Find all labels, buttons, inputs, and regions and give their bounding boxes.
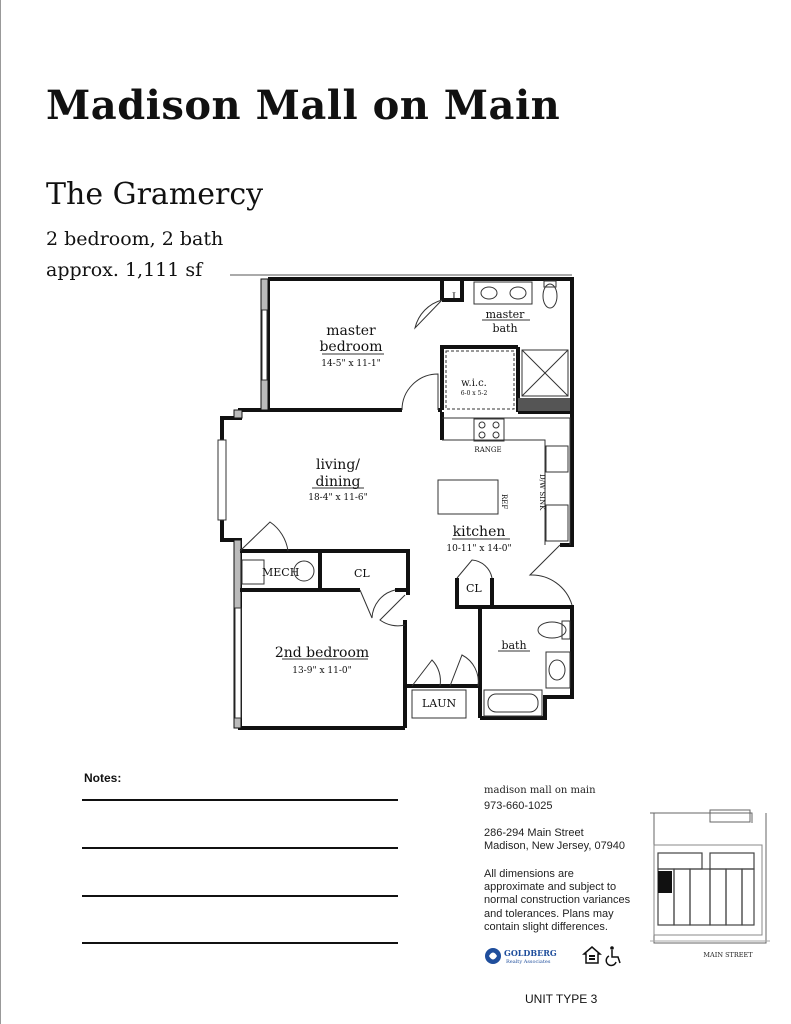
second-bedroom-dimensions: 13-9" x 11-0" [292, 666, 352, 676]
kitchen-closet-label: CL [466, 582, 482, 595]
company-name: madison mall on main [484, 785, 596, 796]
kitchen-dimensions: 10-11" x 14-0" [446, 544, 512, 554]
wic-dimensions: 6-0 x 5-2 [460, 390, 488, 397]
range-label: RANGE [474, 446, 502, 454]
master-bath-label: master [485, 308, 525, 321]
note-line-3 [82, 895, 398, 897]
mech-label: MECH [262, 566, 300, 579]
disclaimer-line-2: approximate and subject to [484, 881, 617, 893]
unit-name: The Gramercy [46, 177, 264, 212]
site-plan-map [640, 805, 780, 965]
wic-label: w.i.c. [461, 378, 487, 389]
notes-label: Notes: [84, 771, 122, 785]
bath-label: bath [501, 639, 527, 652]
address-line-1: 286-294 Main Street [484, 827, 584, 839]
disclaimer-line-4: and tolerances. Plans may [484, 908, 614, 920]
dw-sink-label: D/W SINK [538, 474, 546, 511]
living-dining-dimensions: 18-4" x 11-6" [308, 493, 368, 503]
address-line-2: Madison, New Jersey, 07940 [484, 840, 626, 852]
disclaimer-line-1: All dimensions are [484, 868, 574, 880]
disclaimer-line-3: normal construction variances [484, 894, 631, 906]
square-footage: approx. 1,111 sf [46, 259, 203, 281]
goldberg-logo [484, 944, 564, 968]
note-line-4 [82, 942, 398, 944]
living-dining-label: living/ [315, 457, 361, 473]
master-bedroom-label: master [326, 323, 376, 339]
page-title: Madison Mall on Main [46, 82, 561, 129]
equal-housing-icon [582, 945, 624, 967]
unit-type-label: UNIT TYPE 3 [525, 992, 598, 1006]
logo-text: GOLDBERG [504, 948, 557, 958]
note-line-1 [82, 799, 398, 801]
master-bedroom-dimensions: 14-5" x 11-1" [321, 359, 381, 369]
bed-bath-count: 2 bedroom, 2 bath [46, 228, 224, 250]
ref-label: REF [500, 494, 508, 510]
closet-label: CL [354, 567, 370, 580]
disclaimer-line-5: contain slight differences. [484, 921, 608, 933]
linen-closet-label: L [452, 292, 459, 303]
second-bedroom-label: 2nd bedroom [274, 645, 370, 661]
logo-subtext: Realty Associates [506, 959, 551, 965]
laundry-label: LAUN [422, 697, 457, 710]
kitchen-label: kitchen [452, 524, 506, 540]
master-bedroom-label-2: bedroom [319, 339, 383, 355]
company-phone: 973-660-1025 [484, 800, 553, 812]
master-bath-label-2: bath [492, 322, 518, 335]
note-line-2 [82, 847, 398, 849]
living-dining-label-2: dining [315, 474, 361, 490]
street-label: MAIN STREET [703, 951, 753, 959]
accessibility-icon [606, 946, 620, 965]
